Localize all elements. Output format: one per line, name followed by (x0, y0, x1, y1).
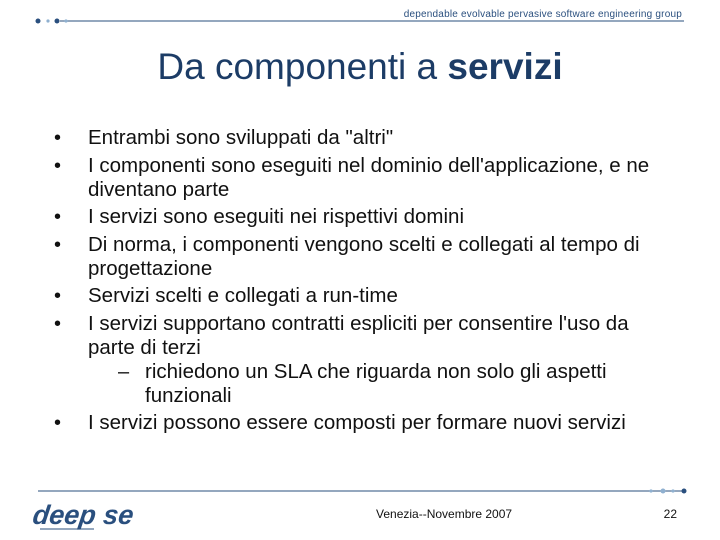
rule-dot (671, 489, 674, 492)
rule-dot (36, 19, 41, 24)
org-name: dependable evolvable pervasive software engineering group (403, 9, 682, 20)
title-main: Da componenti a (157, 46, 448, 87)
logo-text: deep se (30, 499, 136, 530)
list-item (54, 312, 674, 408)
slide-title (0, 46, 720, 88)
deep-se-logo (30, 494, 136, 534)
rule-dot (649, 489, 652, 492)
header-rule (0, 0, 720, 40)
list-item: • I servizi sono eseguiti nei rispettivi domini (54, 205, 674, 229)
bullet-list (54, 126, 674, 439)
rule-dot (661, 489, 666, 494)
list-item: • Servizi scelti e collegati a run-time (54, 284, 674, 308)
rule-dot (55, 19, 60, 24)
title-accent: servizi (447, 46, 563, 87)
rule-dot (46, 19, 49, 22)
rule-dot (682, 489, 687, 494)
list-item: • I componenti sono eseguiti nel dominio dell'applicazione, e ne diventano parte (54, 154, 674, 202)
list-item-text: I servizi supportano contratti espliciti per consentire l'uso da parte di terzi (88, 311, 629, 359)
footer-location-date: Venezia--Novembre 2007 (376, 507, 513, 521)
sub-list-item: – richiedono un SLA che riguarda non solo gli aspetti funzionali (118, 360, 674, 408)
sub-bullet-list (118, 360, 674, 408)
list-item: • I servizi possono essere composti per formare nuovi servizi (54, 411, 674, 435)
rule-dot (64, 19, 67, 22)
page-number: 22 (663, 507, 677, 521)
list-item: • Di norma, i componenti vengono scelti e collegati al tempo di progettazione (54, 233, 674, 281)
list-item: • Entrambi sono sviluppati da "altri" (54, 126, 674, 150)
